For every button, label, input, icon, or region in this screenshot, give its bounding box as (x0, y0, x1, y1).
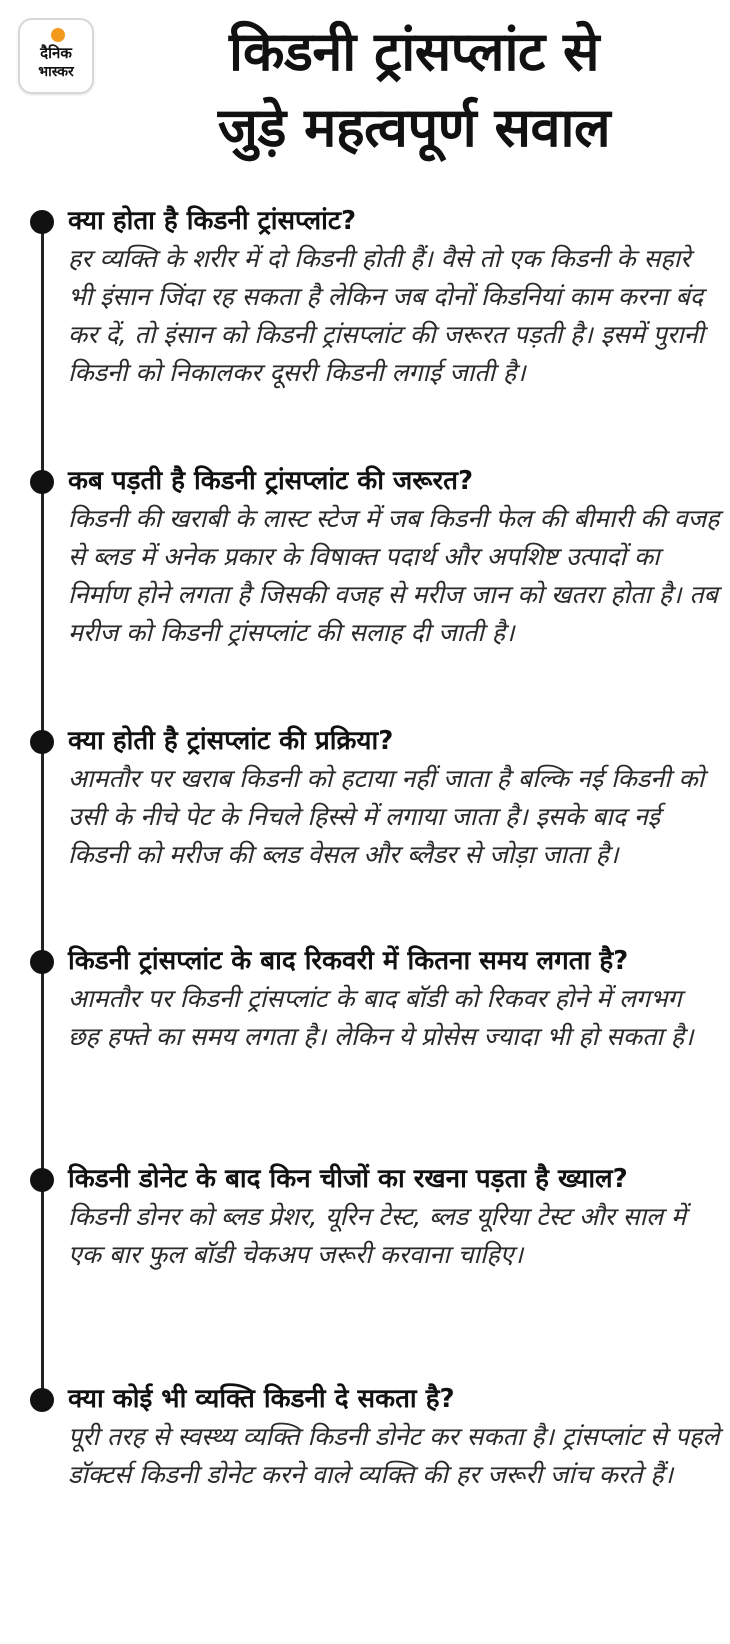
question-4: किडनी ट्रांसप्लांट के बाद रिकवरी में कितना समय लगता है? (68, 946, 629, 976)
question-6: क्या कोई भी व्यक्ति किडनी दे सकता है? (68, 1384, 455, 1414)
bullet-dot-icon (30, 950, 54, 974)
answer-5: किडनी डोनर को ब्लड प्रेशर, यूरिन टेस्ट, ब्लड यूरिया टेस्ट और साल में एक बार फुल बॉडी चेकअप जरूरी करवाना चाहिए। (68, 1202, 686, 1269)
answer-3: आमतौर पर खराब किडनी को हटाया नहीं जाता है बल्कि नई किडनी को उसी के नीचे पेट के निचले हिस्से में लगाया जाता है। इसके बाद नई किडनी को मरीज की ब्लड वेसल और ब्लैडर से जोड़ा जाता है। (68, 764, 705, 869)
bullet-dot-icon (30, 1168, 54, 1192)
qa-item-2 (30, 462, 720, 652)
bullet-dot-icon (30, 730, 54, 754)
title-line2: जुड़े महत्वपूर्ण सवाल (217, 96, 611, 159)
question-2: कब पड़ती है किडनी ट्रांसप्लांट की जरूरत? (68, 466, 474, 496)
title-line1: किडनी ट्रांसप्लांट से (228, 20, 600, 83)
answer-6: पूरी तरह से स्वस्थ्य व्यक्ति किडनी डोनेट कर सकता है। ट्रांसप्लांट से पहले डॉक्टर्स किडनी डोनेट करने वाले व्यक्ति की हर जरूरी जांच करते हैं। (68, 1422, 720, 1489)
qa-item-5 (30, 1160, 720, 1274)
bullet-dot-icon (30, 470, 54, 494)
answer-4: आमतौर पर किडनी ट्रांसप्लांट के बाद बॉडी को रिकवर होने में लगभग छह हफ्ते का समय लगता है। लेकिन ये प्रोसेस ज्यादा भी हो सकता है। (68, 984, 694, 1051)
answer-2: किडनी की खराबी के लास्ट स्टेज में जब किडनी फेल की बीमारी की वजह से ब्लड में अनेक प्रकार के विषाक्त पदार्थ और अपशिष्ट उत्पादों का निर्माण होने लगता है जिसकी वजह से मरीज जान को खतरा होता है। तब मरीज को किडनी ट्रांसप्लांट की सलाह दी जाती है। (68, 504, 720, 647)
logo-text-line1: दैनिक (40, 44, 72, 62)
question-3: क्या होती है ट्रांसप्लांट की प्रक्रिया? (68, 726, 394, 756)
qa-item-3 (30, 722, 720, 874)
dainik-bhaskar-logo (18, 18, 94, 94)
answer-1: हर व्यक्ति के शरीर में दो किडनी होती हैं। वैसे तो एक किडनी के सहारे भी इंसान जिंदा रह सकता है लेकिन जब दोनों किडनियां काम करना बंद कर दें, तो इंसान को किडनी ट्रांसप्लांट की जरूरत पड़ती है। इसमें पुरानी किडनी को निकालकर दूसरी किडनी लगाई जाती है। (68, 244, 705, 387)
sun-icon (51, 28, 65, 42)
bullet-dot-icon (30, 1388, 54, 1412)
qa-item-1 (30, 202, 720, 392)
question-1: क्या होता है किडनी ट्रांसप्लांट? (68, 206, 357, 236)
question-5: किडनी डोनेट के बाद किन चीजों का रखना पड़ता है ख्याल? (68, 1164, 628, 1194)
qa-item-6 (30, 1380, 720, 1494)
qa-item-4 (30, 942, 720, 1056)
page-title (104, 14, 724, 166)
bullet-dot-icon (30, 210, 54, 234)
header (0, 0, 730, 200)
logo-text-line2: भास्कर (38, 64, 74, 80)
